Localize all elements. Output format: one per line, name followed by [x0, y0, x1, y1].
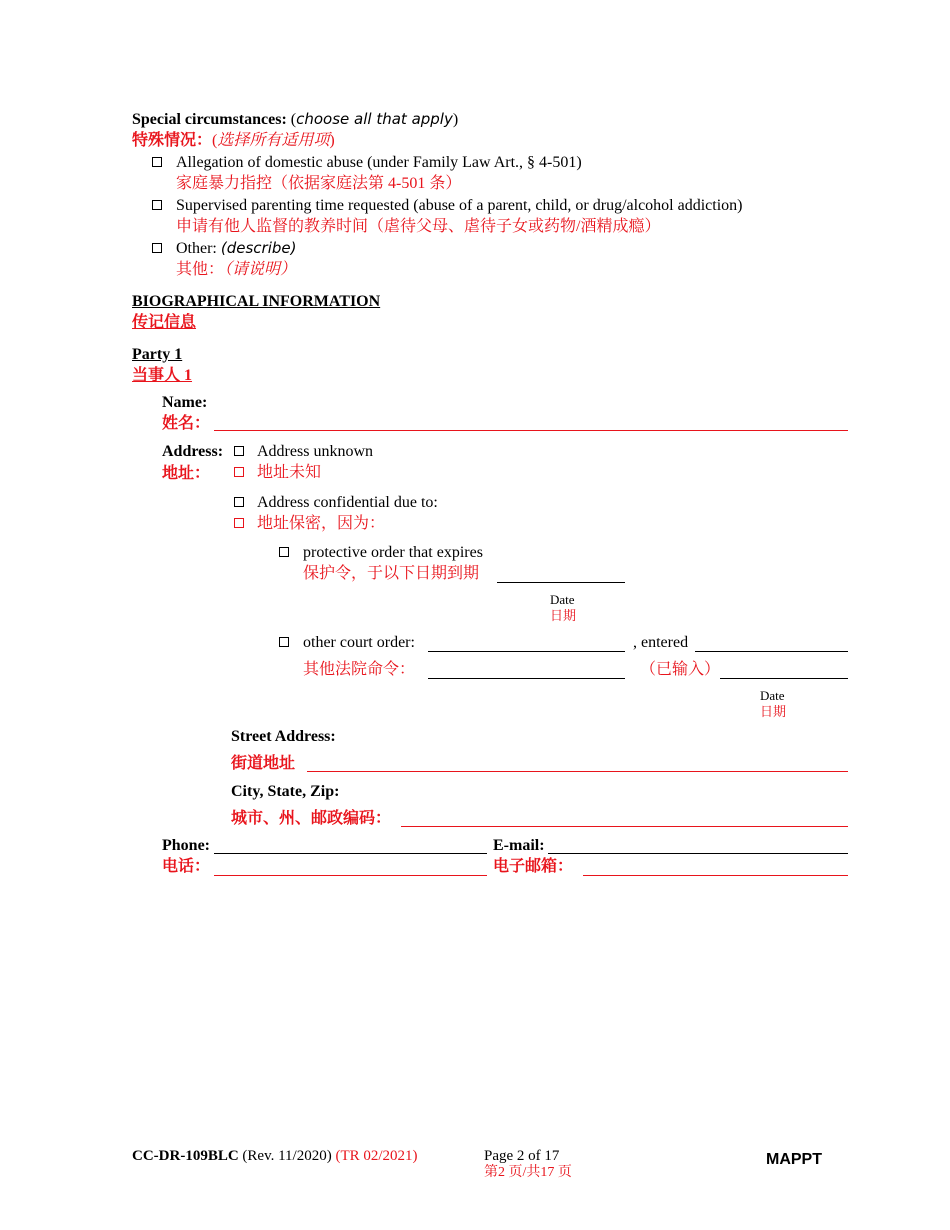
street-address-label-zh: 街道地址	[231, 755, 296, 772]
city-state-zip-input-line[interactable]	[401, 826, 848, 827]
street-address-input-line[interactable]	[307, 771, 848, 772]
domestic-abuse-label: Allegation of domestic abuse (under Family Law Art., § 4-501)	[176, 154, 582, 171]
city-state-zip-label-zh: 城市、州、邮政编码：	[231, 810, 392, 827]
name-label: Name:	[162, 394, 208, 411]
street-address-label: Street Address:	[231, 728, 336, 745]
address-unknown-label-zh: 地址未知	[257, 464, 322, 481]
entered-label: , entered	[633, 634, 689, 651]
address-unknown-checkbox[interactable]	[234, 446, 244, 456]
domestic-abuse-label-zh: 家庭暴力指控（依据家庭法第 4-501 条）	[176, 175, 462, 192]
phone-input-line[interactable]	[214, 853, 487, 854]
other-court-order-line-zh[interactable]	[428, 678, 625, 679]
city-state-zip-label: City, State, Zip:	[231, 783, 340, 800]
footer-page-number-zh: 第2 页/共17 页	[484, 1165, 572, 1180]
other-label: Other: (describe)	[176, 239, 297, 257]
domestic-abuse-checkbox[interactable]	[152, 157, 162, 167]
special-circumstances-label: Special circumstances: (choose all that apply)	[132, 110, 459, 128]
supervised-parenting-checkbox[interactable]	[152, 200, 162, 210]
bio-heading: BIOGRAPHICAL INFORMATION	[132, 293, 381, 310]
supervised-parenting-label: Supervised parenting time requested (abuse of a parent, child, or drug/alcohol addiction)	[176, 197, 743, 214]
party-heading: Party 1	[132, 346, 183, 363]
phone-label-zh: 电话：	[162, 858, 211, 875]
other-court-order-line[interactable]	[428, 651, 625, 652]
phone-label: Phone:	[162, 837, 210, 854]
party-heading-zh: 当事人 1	[132, 367, 193, 384]
protective-order-label: protective order that expires	[303, 544, 483, 561]
address-confidential-label-zh: 地址保密，因为：	[257, 515, 386, 532]
other-court-order-checkbox[interactable]	[279, 637, 289, 647]
footer-page-number: Page 2 of 17	[484, 1148, 560, 1164]
email-label-zh: 电子邮箱：	[493, 858, 574, 875]
address-unknown-label: Address unknown	[257, 443, 373, 460]
special-circumstances-label-zh: 特殊情况：(选择所有适用项)	[132, 132, 335, 149]
entered-date-caption-zh: 日期	[760, 704, 787, 719]
entered-date-line-zh[interactable]	[720, 678, 848, 679]
other-court-order-label-zh: 其他法院命令：	[303, 661, 416, 678]
address-unknown-checkbox-zh[interactable]	[234, 467, 244, 477]
other-checkbox[interactable]	[152, 243, 162, 253]
email-label: E-mail:	[493, 837, 545, 854]
name-label-zh: 姓名：	[162, 415, 211, 432]
address-label: Address:	[162, 443, 224, 460]
other-court-order-label: other court order:	[303, 634, 415, 651]
footer-form-code: MAPPT	[766, 1151, 822, 1168]
entered-label-zh: （已输入）	[640, 661, 721, 678]
address-label-zh: 地址：	[162, 465, 211, 482]
phone-input-line-zh[interactable]	[214, 875, 487, 876]
other-label-zh: 其他：（请说明）	[176, 261, 297, 278]
protective-order-label-zh: 保护令，于以下日期到期	[303, 565, 480, 582]
protective-date-caption-zh: 日期	[550, 608, 577, 623]
supervised-parenting-label-zh: 申请有他人监督的教养时间（虐待父母、虐待子女或药物/酒精成瘾）	[176, 218, 661, 235]
address-confidential-label: Address confidential due to:	[257, 494, 438, 511]
entered-date-line[interactable]	[695, 651, 848, 652]
email-input-line[interactable]	[548, 853, 848, 854]
protective-order-date-line[interactable]	[497, 582, 625, 583]
address-confidential-checkbox-zh[interactable]	[234, 518, 244, 528]
bio-heading-zh: 传记信息	[132, 314, 197, 331]
email-input-line-zh[interactable]	[583, 875, 848, 876]
entered-date-caption: Date	[760, 688, 785, 703]
address-confidential-checkbox[interactable]	[234, 497, 244, 507]
protective-order-checkbox[interactable]	[279, 547, 289, 557]
protective-date-caption: Date	[550, 592, 575, 607]
name-input-line[interactable]	[214, 430, 848, 431]
footer-form-id: CC-DR-109BLC (Rev. 11/2020) (TR 02/2021)	[132, 1148, 418, 1164]
